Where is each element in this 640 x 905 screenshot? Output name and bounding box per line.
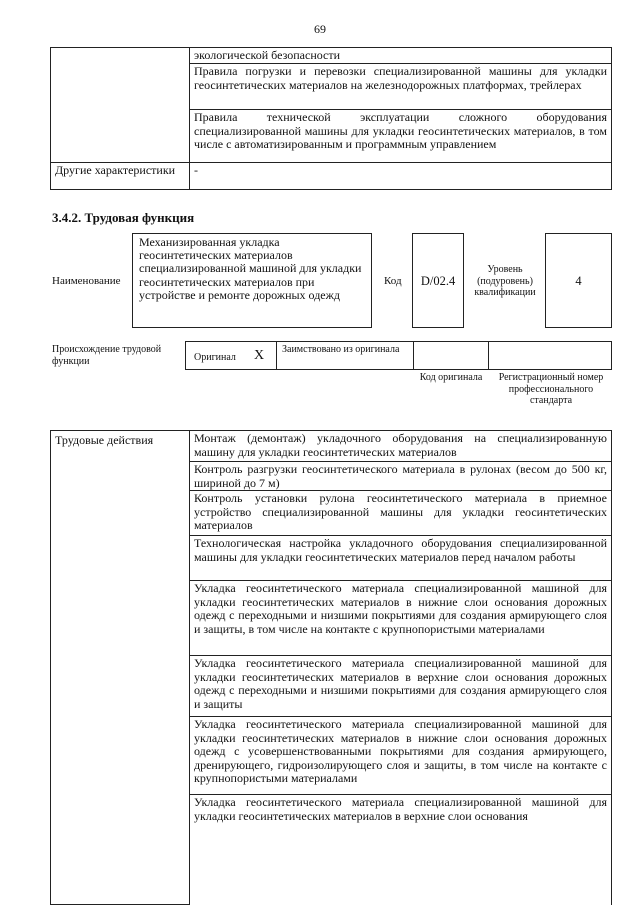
top-table-row: Правила технической эксплуатации сложного оборудования специализированной машины для укладки геосинтетических материалов, в том числе с автоматизированным и программным управлением bbox=[189, 109, 612, 163]
original-mark: X bbox=[254, 348, 265, 363]
name-value: Механизированная укладка геосинтетических материалов специализированной машиной для укладки геосинтетических материалов при устройстве и ремонте дорожных одежд bbox=[132, 233, 372, 328]
code-label: Код bbox=[384, 275, 402, 287]
origin-label: Происхождение трудовой функции bbox=[52, 344, 162, 367]
top-table-row: Правила погрузки и перевозки специализированной машины для укладки геосинтетических материалов на железнодорожных платформах, трейлерах bbox=[189, 63, 612, 110]
borrowed-label: Заимствовано из оригинала bbox=[276, 341, 414, 370]
labor-action-item: Укладка геосинтетического материала специализированной машиной для укладки геосинтетических материалов в нижние слои основания дорожных одежд с усовершенствованными покрытиями для создания армирующего, дренирующего, гидроизолирующего слоя и защиты, в том числе на контакте с крупнопористыми материалами bbox=[189, 716, 612, 795]
code-value: D/02.4 bbox=[412, 233, 464, 328]
original-label: Оригинал bbox=[185, 341, 277, 370]
page-number: 69 bbox=[314, 22, 326, 36]
section-heading: 3.4.2. Трудовая функция bbox=[52, 210, 195, 225]
labor-action-item: Монтаж (демонтаж) укладочного оборудования на специализированную машину для укладки геосинтетических материалов bbox=[189, 430, 612, 462]
original-code-caption: Код оригинала bbox=[419, 372, 483, 383]
labor-action-item: Укладка геосинтетического материала специализированной машиной для укладки геосинтетических материалов в верхние слои основания bbox=[189, 794, 612, 905]
labor-action-item: Технологическая настройка укладочного оборудования специализированной машины для укладки геосинтетических материалов перед началом работы bbox=[189, 535, 612, 581]
top-table-row: экологической безопасности bbox=[189, 47, 612, 64]
original-code-box bbox=[413, 341, 489, 370]
labor-action-item: Укладка геосинтетического материала специализированной машиной для укладки геосинтетических материалов в верхние слои основания дорожных одежд с переходными и низшими покрытиями для создания армирующего слоя и защиты bbox=[189, 655, 612, 717]
registration-number-caption: Регистрационный номер профессионального стандарта bbox=[498, 372, 604, 406]
name-label: Наименование bbox=[52, 275, 121, 287]
labor-action-item: Контроль установки рулона геосинтетического материала в приемное устройство специализированной машины для укладки геосинтетических материалов bbox=[189, 490, 612, 536]
labor-actions-label: Трудовые действия bbox=[50, 430, 190, 905]
other-characteristics-label: Другие характеристики bbox=[50, 162, 190, 190]
level-value: 4 bbox=[545, 233, 612, 328]
top-table-left-cell bbox=[50, 47, 190, 163]
labor-action-item: Контроль разгрузки геосинтетического материала в рулонах (весом до 500 кг, шириной до 7 м) bbox=[189, 461, 612, 491]
level-label: Уровень (подуровень) квалификации bbox=[474, 264, 536, 298]
labor-action-item: Укладка геосинтетического материала специализированной машиной для укладки геосинтетических материалов в нижние слои основания дорожных одежд с переходными и низшими покрытиями для создания армирующего слоя и защиты, в том числе на контакте с крупнопористыми материалами bbox=[189, 580, 612, 656]
other-characteristics-value: - bbox=[189, 162, 612, 190]
registration-number-box bbox=[488, 341, 612, 370]
